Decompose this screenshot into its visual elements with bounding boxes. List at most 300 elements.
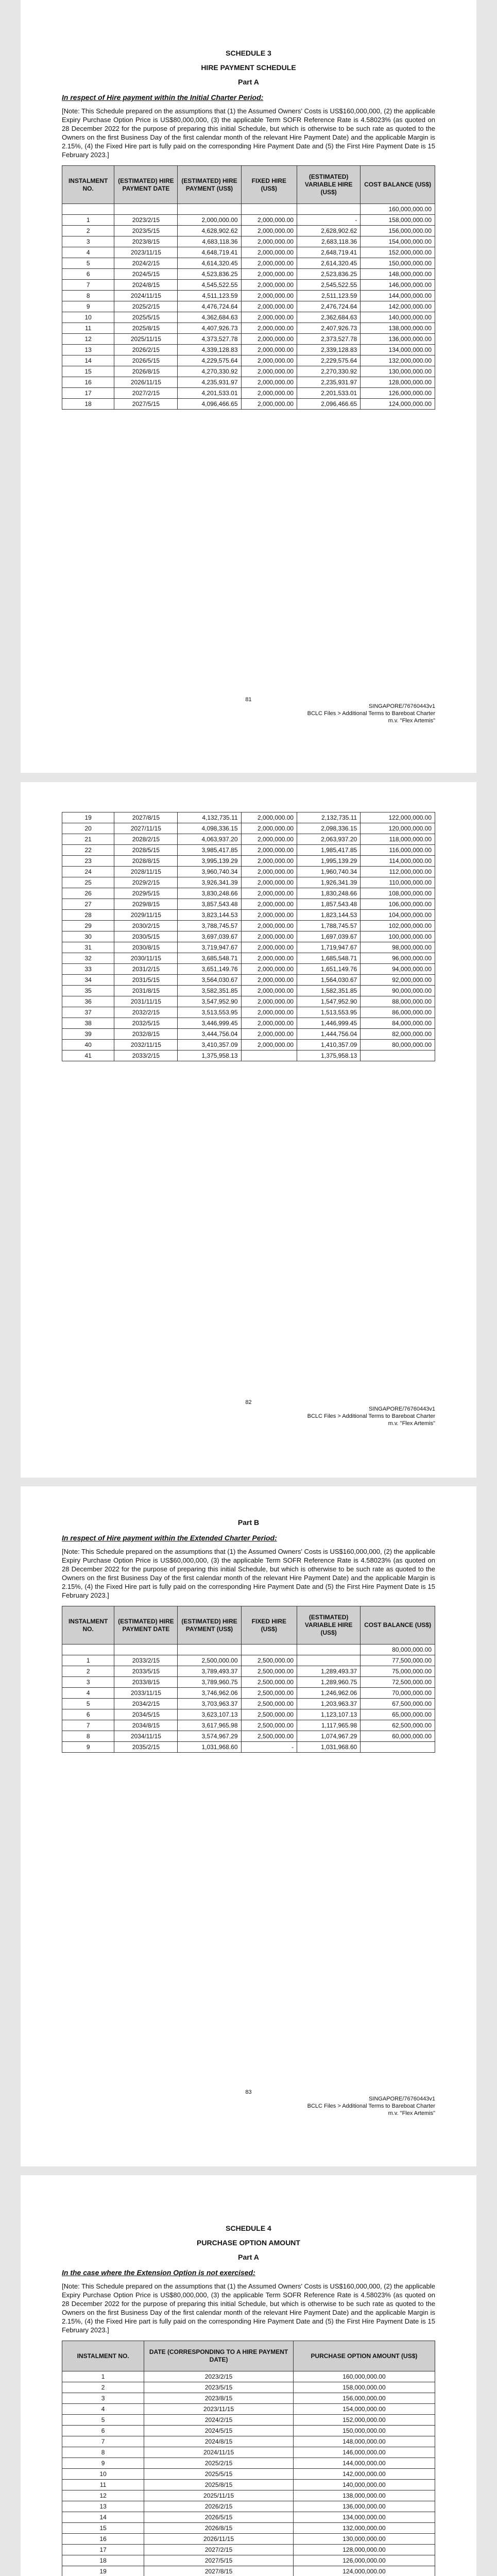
- table-cell: 19: [62, 812, 114, 823]
- table-cell: 2034/8/15: [114, 1720, 178, 1731]
- table-cell: 75,000,000.00: [361, 1666, 435, 1677]
- table-cell: 2027/5/15: [144, 2555, 294, 2566]
- table-cell: 2029/8/15: [114, 899, 178, 910]
- table-cell: 3,857,543.48: [178, 899, 241, 910]
- table-cell: 118,000,000.00: [361, 834, 435, 845]
- table-cell: 2028/8/15: [114, 856, 178, 867]
- table-row: [62, 942, 435, 953]
- table-cell: 1,123,107.13: [297, 1709, 361, 1720]
- document-page-82: [21, 782, 476, 1478]
- table-cell: 2030/2/15: [114, 921, 178, 931]
- table-cell: 1,788,745.57: [297, 921, 361, 931]
- table-row: [62, 867, 435, 877]
- table-cell: 2,500,000.00: [178, 1655, 241, 1666]
- table-cell: 2024/11/15: [144, 2447, 294, 2458]
- opening-balance: 160,000,000.00: [361, 204, 435, 215]
- table-cell: 3,926,341.39: [178, 877, 241, 888]
- table-cell: 24: [62, 867, 114, 877]
- table-cell: 2025/8/15: [114, 323, 178, 334]
- table-cell: 10: [62, 312, 114, 323]
- table-cell: 152,000,000.00: [361, 247, 435, 258]
- page-number: 81: [245, 697, 252, 703]
- table-cell: 2024/11/15: [114, 291, 178, 301]
- table-cell: 2033/2/15: [114, 1655, 178, 1666]
- table-cell: 108,000,000.00: [361, 888, 435, 899]
- table-row: [62, 2382, 435, 2393]
- table-row: [62, 1699, 435, 1709]
- table-row: [62, 2555, 435, 2566]
- table-cell: 2025/5/15: [144, 2469, 294, 2480]
- table-cell: 2030/5/15: [114, 931, 178, 942]
- table-cell: 2035/2/15: [114, 1742, 178, 1753]
- table-cell: 2,000,000.00: [241, 964, 297, 975]
- table-cell: 33: [62, 964, 114, 975]
- document-reference: SINGAPORE/76760443v1 BCLC Files > Additional Terms to Bareboat Charter m.v. "Flex Artemis": [307, 1406, 435, 1427]
- table-row: [62, 1742, 435, 1753]
- table-row: [62, 291, 435, 301]
- table-row: [62, 986, 435, 996]
- page-number: 83: [245, 2089, 252, 2095]
- table-row: [62, 2490, 435, 2501]
- section-heading: In respect of Hire payment within the Initial Charter Period:: [62, 93, 264, 101]
- table-cell: 150,000,000.00: [361, 258, 435, 269]
- table-row: [62, 2523, 435, 2534]
- table-cell: 3,446,999.45: [178, 1018, 241, 1029]
- assumptions-note: [Note: This Schedule prepared on the assumptions that (1) the Assumed Owners' Costs is US$160,000,000, (2) the applicable Expiry Purchase Option Price is US$60,000,000, (3) the applicable Term SOFR Reference Rate is 4.58023% (as quoted on 28 December 2022 for the purpose of preparing this initial Schedule, but which is otherwise to be such rate as quoted to the Owners on the first Business Day of the first calendar month of the relevant Hire Payment Date) and the applicable Margin is 2.15%, (4) the Fixed Hire part is fully paid on the corresponding Hire Payment Date and (5) the First Hire Payment Date is 15 February 2023.]: [62, 1548, 435, 1599]
- table-cell: 2032/11/15: [114, 1040, 178, 1050]
- table-cell: 65,000,000.00: [361, 1709, 435, 1720]
- table-row: [62, 856, 435, 867]
- table-cell: 23: [62, 856, 114, 867]
- table-cell: 90,000,000.00: [361, 986, 435, 996]
- opening-balance-row: [62, 204, 435, 215]
- table-row: [62, 1720, 435, 1731]
- table-cell: 2,000,000.00: [241, 312, 297, 323]
- table-cell: 86,000,000.00: [361, 1007, 435, 1018]
- table-cell: 5: [62, 258, 114, 269]
- table-cell: 2,000,000.00: [241, 975, 297, 986]
- table-cell: 15: [62, 2523, 144, 2534]
- table-cell: 134,000,000.00: [293, 2512, 435, 2523]
- table-cell: 152,000,000.00: [293, 2415, 435, 2426]
- table-cell: 2,000,000.00: [241, 1040, 297, 1050]
- table-cell: 1,375,958.13: [297, 1050, 361, 1061]
- table-cell: 2,000,000.00: [241, 226, 297, 236]
- table-cell: 2,000,000.00: [241, 345, 297, 355]
- table-cell: 2027/8/15: [144, 2566, 294, 2576]
- table-cell: 1: [62, 215, 114, 226]
- table-cell: 32: [62, 953, 114, 964]
- table-cell: 2,000,000.00: [241, 986, 297, 996]
- table-cell: 2,063,937.20: [297, 834, 361, 845]
- table-cell: 2,000,000.00: [241, 823, 297, 834]
- table-cell: 35: [62, 986, 114, 996]
- table-row: [62, 2480, 435, 2490]
- table-cell: 2023/11/15: [114, 247, 178, 258]
- part-label: Part B: [237, 1518, 260, 1527]
- table-cell: 2,500,000.00: [241, 1720, 297, 1731]
- table-cell: 2,000,000.00: [241, 845, 297, 856]
- table-cell: 40: [62, 1040, 114, 1050]
- table-cell: 2,000,000.00: [241, 334, 297, 345]
- table-row: [62, 2458, 435, 2469]
- column-header: (ESTIMATED) HIRE PAYMENT (US$): [178, 1606, 241, 1645]
- table-cell: 14: [62, 2512, 144, 2523]
- table-cell: 6: [62, 269, 114, 280]
- document-page-84: [21, 2175, 476, 2576]
- table-cell: 2026/8/15: [114, 366, 178, 377]
- table-cell: 132,000,000.00: [361, 355, 435, 366]
- table-cell: 2,270,330.92: [297, 366, 361, 377]
- table-row: [62, 269, 435, 280]
- table-cell: 1,995,139.29: [297, 856, 361, 867]
- table-cell: 2,000,000.00: [241, 258, 297, 269]
- table-cell: 2,000,000.00: [241, 1007, 297, 1018]
- table-cell: 2,362,684.63: [297, 312, 361, 323]
- table-cell: 134,000,000.00: [361, 345, 435, 355]
- table-cell: -: [241, 1742, 297, 1753]
- table-cell: 2032/2/15: [114, 1007, 178, 1018]
- table-cell: 116,000,000.00: [361, 845, 435, 856]
- table-cell: 2025/5/15: [114, 312, 178, 323]
- table-cell: 2,000,000.00: [241, 388, 297, 399]
- table-row: [62, 2501, 435, 2512]
- table-cell: 158,000,000.00: [293, 2382, 435, 2393]
- table-row: [62, 258, 435, 269]
- table-cell: 3,703,963.37: [178, 1699, 241, 1709]
- table-row: [62, 1677, 435, 1688]
- table-row: [62, 953, 435, 964]
- table-cell: 2,500,000.00: [241, 1677, 297, 1688]
- table-cell: 2,000,000.00: [241, 280, 297, 291]
- table-cell: 2,000,000.00: [241, 812, 297, 823]
- hire-schedule-table-continued: [62, 812, 435, 1061]
- table-cell: 2,000,000.00: [241, 834, 297, 845]
- table-cell: 14: [62, 355, 114, 366]
- table-cell: 3,789,493.37: [178, 1666, 241, 1677]
- table-cell: 4,270,330.92: [178, 366, 241, 377]
- table-cell: 2,500,000.00: [241, 1699, 297, 1709]
- table-row: [62, 215, 435, 226]
- table-cell: 4,407,926.73: [178, 323, 241, 334]
- table-cell: 22: [62, 845, 114, 856]
- column-header: INSTALMENT NO.: [62, 166, 114, 204]
- table-cell: 2026/11/15: [114, 377, 178, 388]
- opening-balance-row: [62, 1645, 435, 1655]
- table-cell: 140,000,000.00: [293, 2480, 435, 2490]
- table-row: [62, 323, 435, 334]
- table-cell: 7: [62, 2436, 144, 2447]
- table-cell: 4,373,527.78: [178, 334, 241, 345]
- table-cell: 2,000,000.00: [241, 399, 297, 410]
- table-cell: 1,031,968.60: [297, 1742, 361, 1753]
- table-cell: 2,000,000.00: [241, 921, 297, 931]
- table-cell: 3,582,351.85: [178, 986, 241, 996]
- table-cell: 18: [62, 399, 114, 410]
- table-cell: 2026/5/15: [144, 2512, 294, 2523]
- table-cell: 2026/2/15: [144, 2501, 294, 2512]
- table-cell: 38: [62, 1018, 114, 1029]
- table-cell: 6: [62, 2426, 144, 2436]
- table-cell: 1,582,351.85: [297, 986, 361, 996]
- table-cell: 26: [62, 888, 114, 899]
- section-heading: In respect of Hire payment within the Extended Charter Period:: [62, 1534, 277, 1542]
- column-header: DATE (CORRESPONDING TO A HIRE PAYMENT DATE): [144, 2341, 294, 2371]
- table-row: [62, 2415, 435, 2426]
- table-cell: 3,513,553.95: [178, 1007, 241, 1018]
- table-cell: 1: [62, 2371, 144, 2382]
- table-cell: 102,000,000.00: [361, 921, 435, 931]
- table-row: [62, 1029, 435, 1040]
- table-cell: 2,000,000.00: [241, 366, 297, 377]
- schedule-subtitle: PURCHASE OPTION AMOUNT: [197, 2239, 300, 2247]
- table-cell: 4,511,123.59: [178, 291, 241, 301]
- table-cell: 77,500,000.00: [361, 1655, 435, 1666]
- table-cell: 1,289,493.37: [297, 1666, 361, 1677]
- table-cell: 31: [62, 942, 114, 953]
- table-cell: 2: [62, 226, 114, 236]
- table-cell: 2: [62, 1666, 114, 1677]
- table-cell: 2,235,931.97: [297, 377, 361, 388]
- schedule-title: SCHEDULE 4: [226, 2224, 271, 2232]
- table-cell: 160,000,000.00: [293, 2371, 435, 2382]
- table-cell: 2031/11/15: [114, 996, 178, 1007]
- table-cell: 1,031,968.60: [178, 1742, 241, 1753]
- table-cell: 106,000,000.00: [361, 899, 435, 910]
- table-cell: 92,000,000.00: [361, 975, 435, 986]
- table-cell: 2024/2/15: [114, 258, 178, 269]
- table-cell: 2023/5/15: [114, 226, 178, 236]
- table-cell: 2,407,926.73: [297, 323, 361, 334]
- table-cell: 2,000,000.00: [241, 899, 297, 910]
- table-cell: 130,000,000.00: [293, 2534, 435, 2545]
- table-cell: 3,995,139.29: [178, 856, 241, 867]
- table-cell: 126,000,000.00: [361, 388, 435, 399]
- table-cell: 158,000,000.00: [361, 215, 435, 226]
- table-cell: 1,651,149.76: [297, 964, 361, 975]
- table-cell: 3,564,030.67: [178, 975, 241, 986]
- schedule-title: SCHEDULE 3: [226, 49, 271, 57]
- table-cell: 4,235,931.97: [178, 377, 241, 388]
- table-cell: 84,000,000.00: [361, 1018, 435, 1029]
- table-cell: 2029/5/15: [114, 888, 178, 899]
- table-cell: [361, 1050, 435, 1061]
- table-cell: 6: [62, 1709, 114, 1720]
- table-cell: 2027/2/15: [114, 388, 178, 399]
- table-cell: 1,203,963.37: [297, 1699, 361, 1709]
- table-cell: 2,500,000.00: [241, 1731, 297, 1742]
- table-row: [62, 312, 435, 323]
- table-cell: 2026/11/15: [144, 2534, 294, 2545]
- column-header: (ESTIMATED) HIRE PAYMENT (US$): [178, 166, 241, 204]
- table-cell: 122,000,000.00: [361, 812, 435, 823]
- table-cell: 3,623,107.13: [178, 1709, 241, 1720]
- table-cell: 1,857,543.48: [297, 899, 361, 910]
- table-row: [62, 1709, 435, 1720]
- table-row: [62, 236, 435, 247]
- table-row: [62, 2447, 435, 2458]
- table-cell: 4,201,533.01: [178, 388, 241, 399]
- table-cell: 3: [62, 1677, 114, 1688]
- table-cell: 4,476,724.64: [178, 301, 241, 312]
- table-cell: 3,410,357.09: [178, 1040, 241, 1050]
- table-cell: 2: [62, 2382, 144, 2393]
- table-cell: 2,000,000.00: [241, 996, 297, 1007]
- table-cell: 4,545,522.55: [178, 280, 241, 291]
- table-cell: 2,628,902.62: [297, 226, 361, 236]
- table-cell: 20: [62, 823, 114, 834]
- table-cell: 9: [62, 301, 114, 312]
- table-cell: 5: [62, 1699, 114, 1709]
- table-cell: 1,719,947.67: [297, 942, 361, 953]
- document-reference: SINGAPORE/76760443v1 BCLC Files > Additional Terms to Bareboat Charter m.v. "Flex Artemis": [307, 703, 435, 724]
- table-cell: 2031/8/15: [114, 986, 178, 996]
- table-cell: [361, 1742, 435, 1753]
- table-cell: [241, 1050, 297, 1061]
- table-row: [62, 823, 435, 834]
- table-cell: 1,446,999.45: [297, 1018, 361, 1029]
- table-cell: 2,000,000.00: [241, 247, 297, 258]
- column-header: INSTALMENT NO.: [62, 2341, 144, 2371]
- part-label: Part A: [238, 2253, 259, 2261]
- table-cell: 2,339,128.83: [297, 345, 361, 355]
- table-cell: 2,000,000.00: [241, 910, 297, 921]
- table-cell: 154,000,000.00: [361, 236, 435, 247]
- table-cell: 148,000,000.00: [293, 2436, 435, 2447]
- table-cell: 3,830,248.66: [178, 888, 241, 899]
- table-row: [62, 226, 435, 236]
- table-cell: 2,511,123.59: [297, 291, 361, 301]
- table-cell: 3,685,548.71: [178, 953, 241, 964]
- table-row: [62, 1040, 435, 1050]
- table-cell: 19: [62, 2566, 144, 2576]
- table-cell: 2025/2/15: [114, 301, 178, 312]
- table-row: [62, 1007, 435, 1018]
- table-cell: 1,926,341.39: [297, 877, 361, 888]
- table-cell: 138,000,000.00: [361, 323, 435, 334]
- table-cell: 39: [62, 1029, 114, 1040]
- table-row: [62, 845, 435, 856]
- table-cell: 2033/5/15: [114, 1666, 178, 1677]
- table-row: [62, 888, 435, 899]
- table-cell: 27: [62, 899, 114, 910]
- table-cell: 2023/2/15: [114, 215, 178, 226]
- table-row: [62, 2566, 435, 2576]
- column-header: COST BALANCE (US$): [361, 166, 435, 204]
- table-row: [62, 921, 435, 931]
- table-cell: 3: [62, 236, 114, 247]
- table-row: [62, 355, 435, 366]
- table-cell: 9: [62, 1742, 114, 1753]
- table-cell: 130,000,000.00: [361, 366, 435, 377]
- table-cell: 2,648,719.41: [297, 247, 361, 258]
- table-cell: 62,500,000.00: [361, 1720, 435, 1731]
- table-cell: 120,000,000.00: [361, 823, 435, 834]
- table-cell: 2027/11/15: [114, 823, 178, 834]
- table-row: [62, 899, 435, 910]
- table-cell: 4,648,719.41: [178, 247, 241, 258]
- table-cell: 2026/5/15: [114, 355, 178, 366]
- table-cell: 136,000,000.00: [361, 334, 435, 345]
- table-row: [62, 301, 435, 312]
- table-cell: 96,000,000.00: [361, 953, 435, 964]
- table-row: [62, 2426, 435, 2436]
- table-cell: 34: [62, 975, 114, 986]
- table-cell: [297, 1655, 361, 1666]
- table-row: [62, 247, 435, 258]
- table-cell: 2,000,000.00: [241, 323, 297, 334]
- table-cell: 2,614,320.45: [297, 258, 361, 269]
- table-cell: 1,513,553.95: [297, 1007, 361, 1018]
- table-cell: 5: [62, 2415, 144, 2426]
- table-cell: 4,683,118.36: [178, 236, 241, 247]
- table-cell: 3,788,745.57: [178, 921, 241, 931]
- table-cell: 138,000,000.00: [293, 2490, 435, 2501]
- hire-schedule-table: [62, 165, 435, 410]
- table-cell: 2031/2/15: [114, 964, 178, 975]
- table-cell: 2024/5/15: [144, 2426, 294, 2436]
- table-cell: 1,444,756.04: [297, 1029, 361, 1040]
- table-cell: 150,000,000.00: [293, 2426, 435, 2436]
- table-row: [62, 910, 435, 921]
- table-row: [62, 1018, 435, 1029]
- table-cell: 146,000,000.00: [293, 2447, 435, 2458]
- table-cell: 2,000,000.00: [241, 1018, 297, 1029]
- table-cell: 3,547,952.90: [178, 996, 241, 1007]
- table-cell: 2027/5/15: [114, 399, 178, 410]
- table-cell: 15: [62, 366, 114, 377]
- table-cell: 110,000,000.00: [361, 877, 435, 888]
- table-cell: 2025/11/15: [144, 2490, 294, 2501]
- table-cell: 142,000,000.00: [361, 301, 435, 312]
- table-cell: 72,500,000.00: [361, 1677, 435, 1688]
- table-row: [62, 2371, 435, 2382]
- table-cell: 1,697,039.67: [297, 931, 361, 942]
- table-cell: 21: [62, 834, 114, 845]
- table-cell: 16: [62, 377, 114, 388]
- assumptions-note: [Note: This Schedule prepared on the assumptions that (1) the Assumed Owners' Costs is US$160,000,000, (2) the applicable Expiry Purchase Option Price is US$80,000,000, (3) the applicable Term SOFR Reference Rate is 4.58023% (as quoted on 28 December 2022 for the purpose of preparing this initial Schedule, but which is otherwise to be such rate as quoted to the Owners on the first Business Day of the first calendar month of the relevant Hire Payment Date) and the applicable Margin is 2.15%, (4) the Fixed Hire part is fully paid on the corresponding Hire Payment Date and (5) the First Hire Payment Date is 15 February 2023.]: [62, 2282, 435, 2334]
- table-cell: 9: [62, 2458, 144, 2469]
- table-cell: 29: [62, 921, 114, 931]
- table-cell: 2,000,000.00: [241, 355, 297, 366]
- opening-balance: 80,000,000.00: [361, 1645, 435, 1655]
- table-cell: 2034/2/15: [114, 1699, 178, 1709]
- table-cell: 4,132,735.11: [178, 812, 241, 823]
- table-cell: 30: [62, 931, 114, 942]
- table-cell: 2,683,118.36: [297, 236, 361, 247]
- table-cell: 2033/2/15: [114, 1050, 178, 1061]
- table-cell: 4,628,902.62: [178, 226, 241, 236]
- table-cell: 142,000,000.00: [293, 2469, 435, 2480]
- table-cell: 3,444,756.04: [178, 1029, 241, 1040]
- table-cell: 3,746,962.06: [178, 1688, 241, 1699]
- table-cell: 2030/8/15: [114, 942, 178, 953]
- table-cell: 2,000,000.00: [241, 942, 297, 953]
- table-cell: 1,960,740.34: [297, 867, 361, 877]
- table-cell: 8: [62, 1731, 114, 1742]
- table-cell: 2028/2/15: [114, 834, 178, 845]
- table-cell: 2030/11/15: [114, 953, 178, 964]
- table-cell: 2029/11/15: [114, 910, 178, 921]
- column-header: (ESTIMATED) HIRE PAYMENT DATE: [114, 166, 178, 204]
- table-cell: 4: [62, 2404, 144, 2415]
- table-row: [62, 2512, 435, 2523]
- table-row: [62, 1050, 435, 1061]
- table-cell: 3,617,965.98: [178, 1720, 241, 1731]
- table-cell: 2024/8/15: [114, 280, 178, 291]
- table-cell: 136,000,000.00: [293, 2501, 435, 2512]
- table-cell: 2034/11/15: [114, 1731, 178, 1742]
